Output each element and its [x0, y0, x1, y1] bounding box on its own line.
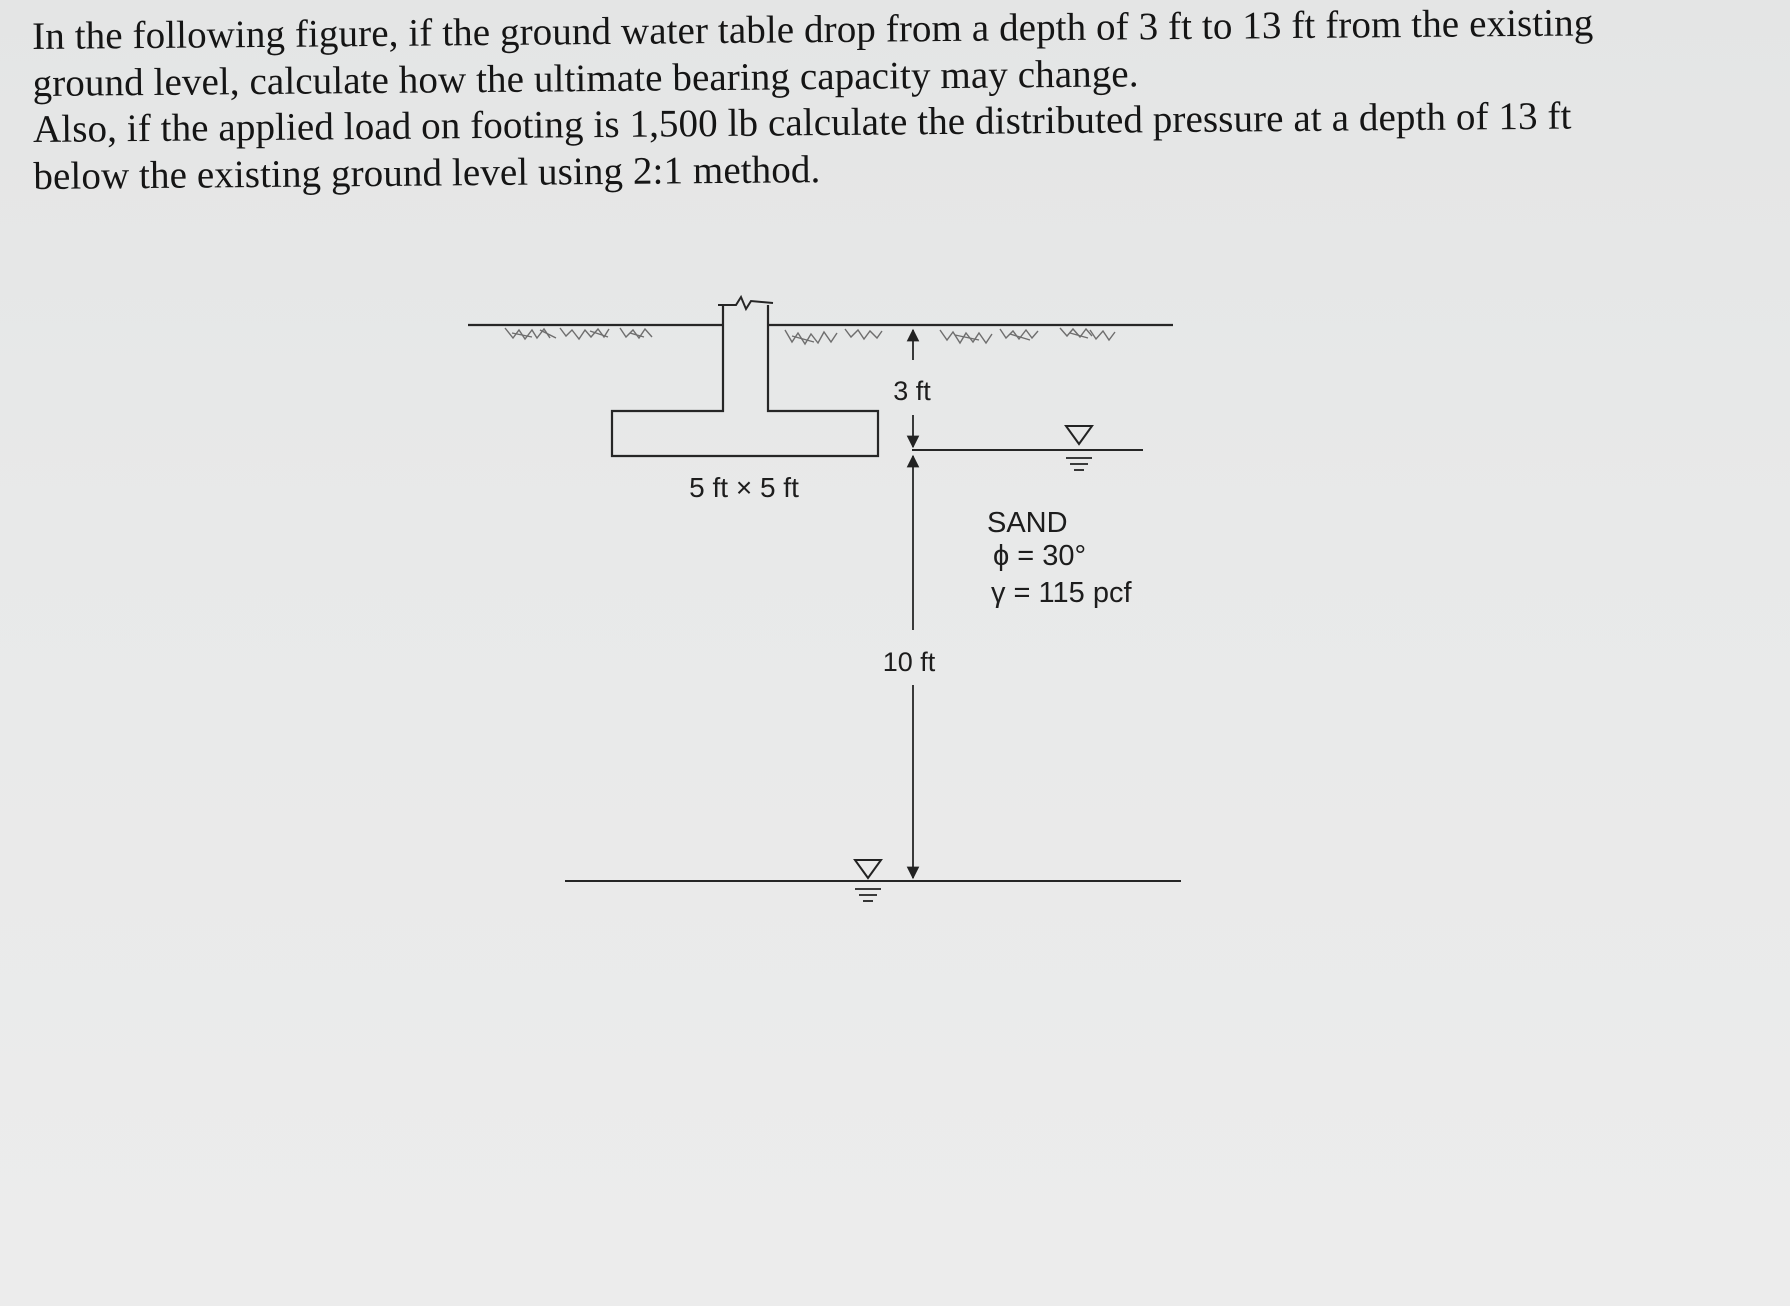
friction-angle-label: ϕ = 30° — [993, 540, 1087, 572]
column-break-line — [718, 297, 773, 309]
question-line-2: ground level, calculate how the ultimate bearing capacity may change. — [32, 51, 1139, 105]
question-line-1: In the following figure, if the ground water table drop from a depth of 3 ft to 13 ft from the existing — [32, 1, 1594, 58]
depth-label-3ft: 3 ft — [893, 376, 931, 406]
question-line-4: below the existing ground level using 2:1 method. — [33, 147, 821, 198]
soil-hatching-right — [785, 328, 1115, 344]
footing-size-label: 5 ft × 5 ft — [689, 472, 799, 503]
soil-hatching-left — [505, 328, 652, 339]
question-line-3: Also, if the applied load on footing is 1,500 lb calculate the distributed pressure at a depth of 13 ft — [32, 94, 1572, 151]
footing-outline — [612, 305, 878, 456]
water-table-initial-symbol — [1066, 426, 1092, 470]
depth-label-10ft: 10 ft — [882, 647, 936, 677]
unit-weight-label: γ = 115 pcf — [991, 577, 1132, 609]
soil-type-label: SAND — [987, 507, 1068, 539]
